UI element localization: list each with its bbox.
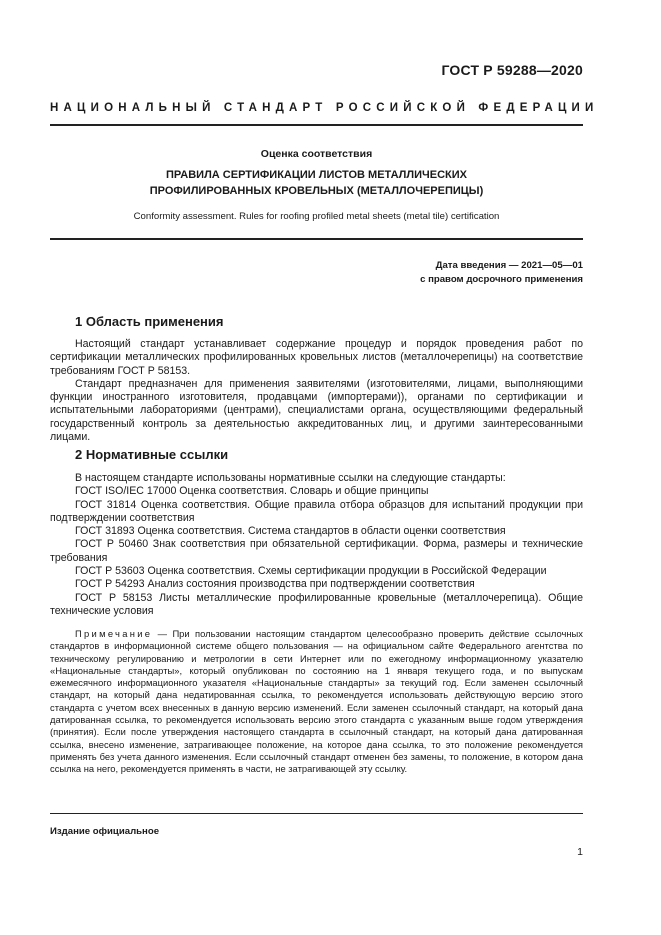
references-intro: В настоящем стандарте использованы нормативные ссылки на следующие стандарты: [75, 472, 506, 484]
category-heading: Оценка соответствия [260, 148, 373, 160]
document-number: ГОСТ Р 59288—2020 [441, 62, 583, 78]
title-line-1: ПРАВИЛА СЕРТИФИКАЦИИ ЛИСТОВ МЕТАЛЛИЧЕСКИХ [166, 169, 467, 181]
national-standard-heading: НАЦИОНАЛЬНЫЙ СТАНДАРТ РОССИЙСКОЙ ФЕДЕРАЦИИ [50, 102, 599, 114]
section-1-paragraph-1: Настоящий стандарт устанавливает содержание процедур и порядок проведения работ по сертификации металлических профилированных кровельных листов (металлочерепицы) на соответствие требованиям ГОСТ Р 58153. [50, 338, 583, 377]
top-divider [50, 124, 583, 126]
note-paragraph [50, 628, 583, 776]
introduction-date: Дата введения — 2021—05—01 [435, 260, 583, 271]
document-title [50, 167, 583, 199]
section-1-heading: 1 Область применения [75, 314, 224, 329]
reference-item: ГОСТ Р 50460 Знак соответствия при обязательной сертификации. Форма, размеры и технические требования [50, 538, 583, 564]
note-label: Примечание [75, 628, 153, 639]
reference-item: ГОСТ Р 58153 Листы металлические профилированные кровельные (металлочерепица). Общие технические условия [50, 591, 583, 617]
early-application-note: с правом досрочного применения [420, 274, 583, 285]
reference-item: ГОСТ Р 53603 Оценка соответствия. Схемы сертификации продукции в Российской Федерации [75, 565, 547, 578]
footer-divider [50, 813, 583, 814]
section-2-heading: 2 Нормативные ссылки [75, 447, 229, 462]
section-1-paragraph-2: Стандарт предназначен для применения заявителями (изготовителями, лицами, выполняющими функции иностранного изготовителя, продавцами (импортерами)), органами по сертификации и испытательными лабораториями (центрами), специалистами органа, осуществляющими федеральный государственный контроль за деятельностью аккредитованных лиц, и другими заинтересованными лицами. [50, 377, 583, 444]
note-block [50, 628, 583, 776]
introduction-date-block [420, 259, 583, 287]
reference-item: ГОСТ 31893 Оценка соответствия. Система стандартов в области оценки соответствия [75, 525, 506, 538]
reference-item: ГОСТ Р 54293 Анализ состояния производства при подтверждении соответствия [75, 578, 475, 591]
page-number: 1 [577, 846, 583, 858]
reference-item: ГОСТ 31814 Оценка соответствия. Общие правила отбора образцов для испытаний продукции при подтверждении соответствия [50, 498, 583, 524]
official-edition-label: Издание официальное [50, 826, 160, 837]
title-divider [50, 238, 583, 240]
title-line-2: ПРОФИЛИРОВАННЫХ КРОВЕЛЬНЫХ (МЕТАЛЛОЧЕРЕПИЦЫ) [149, 185, 484, 197]
english-title: Conformity assessment. Rules for roofing profiled metal sheets (metal tile) certification [133, 211, 500, 222]
reference-item: ГОСТ ISO/IEC 17000 Оценка соответствия. Словарь и общие принципы [75, 485, 429, 498]
section-1-body [50, 338, 583, 444]
normative-references-list [50, 472, 583, 618]
note-text: — При пользовании настоящим стандартом целесообразно проверить действие ссылочных стандартов в информационной системе общего пользования — на официальном сайте Федерального агентства по техническому регулированию и метрологии в сети Интернет или по ежегодному информационному указателю «Национальные стандарты», который опубликован по состоянию на 1 января текущего года, и по выпускам ежемесячного информационного указателя «Национальные стандарты» за текущий год. Если заменен ссылочный стандарт, на который дана недатированная ссылка, то рекомендуется использовать действующую версию этого стандарта с учетом всех внесенных в данную версию изменений. Если заменен ссылочный стандарт, на который дана датированная ссылка, то рекомендуется использовать версию этого стандарта с указанным выше годом утверждения (принятия). Если после утверждения настоящего стандарта в ссылочный стандарт, на который дана датированная ссылка, внесено изменение, затрагивающее положение, на которое дана ссылка, то это положение рекомендуется применять без учета данного изменения. Если ссылочный стандарт отменен без замены, то положение, в котором дана ссылка на него, рекомендуется применять в части, не затрагивающей эту ссылку. [50, 628, 583, 775]
